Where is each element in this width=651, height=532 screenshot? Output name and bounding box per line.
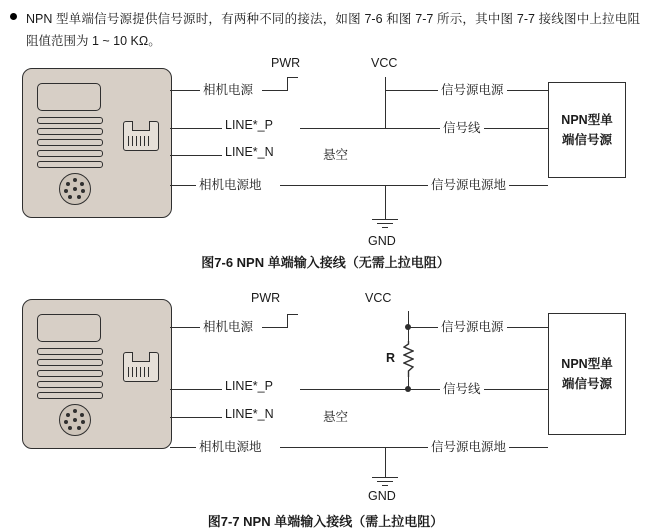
- label-gnd: GND: [365, 489, 399, 503]
- rj45-port-icon: [123, 121, 159, 151]
- camera-body: [22, 68, 172, 218]
- label-source-ground: 信号源电源地: [428, 175, 509, 193]
- wire-row2-right: [300, 128, 548, 129]
- figure2-caption: 图7-7 NPN 单端输入接线（需上拉电阻）: [207, 514, 444, 529]
- wire-vcc-down: [385, 77, 386, 90]
- pwr-step-symbol: [278, 77, 298, 91]
- label-line-p: LINE*_P: [222, 379, 276, 393]
- label-source-power: 信号源电源: [438, 80, 507, 98]
- ground-symbol-icon: [372, 477, 398, 489]
- label-floating: 悬空: [320, 407, 351, 425]
- wire-row1-to-step: [262, 90, 278, 91]
- label-line-p: LINE*_P: [222, 118, 276, 132]
- wire-row3-left: [170, 155, 225, 156]
- label-camera-ground: 相机电源地: [196, 175, 265, 193]
- figure1-caption: 图7-6 NPN 单端输入接线（无需上拉电阻）: [201, 255, 450, 270]
- bullet-icon: [10, 13, 17, 20]
- wire-vcc-to-signal: [385, 90, 386, 128]
- label-gnd: GND: [365, 234, 399, 248]
- resistor-symbol-icon: [403, 341, 412, 375]
- wire-row2-right: [300, 389, 548, 390]
- camera-lens: [37, 83, 101, 111]
- label-floating: 悬空: [320, 145, 351, 163]
- circular-connector-icon: [59, 404, 91, 436]
- figure-7-7: [0, 283, 651, 529]
- source-box-line-1: NPN型单: [561, 113, 613, 127]
- signal-source-box: [548, 313, 626, 435]
- label-source-ground: 信号源电源地: [428, 437, 509, 455]
- source-box-line-2: 端信号源: [561, 377, 612, 391]
- pwr-step-symbol: [278, 314, 298, 328]
- label-resistor: R: [386, 351, 396, 365]
- camera-fins: [37, 348, 103, 392]
- figure-7-6: [0, 52, 651, 272]
- label-pwr: PWR: [248, 291, 283, 305]
- wire-ground-down: [385, 185, 386, 219]
- label-line-n: LINE*_N: [222, 407, 277, 421]
- label-camera-power: 相机电源: [200, 317, 256, 335]
- label-vcc: VCC: [368, 56, 400, 70]
- ground-symbol-icon: [372, 219, 398, 231]
- source-box-line-1: NPN型单: [561, 357, 613, 371]
- rj45-port-icon: [123, 352, 159, 382]
- label-vcc: VCC: [362, 291, 394, 305]
- source-box-line-2: 端信号源: [561, 133, 612, 147]
- intro-paragraph: [10, 8, 640, 52]
- label-source-power: 信号源电源: [438, 317, 507, 335]
- label-camera-ground: 相机电源地: [196, 437, 265, 455]
- label-signal-line: 信号线: [440, 118, 484, 136]
- label-signal-line: 信号线: [440, 379, 484, 397]
- wire-row1-to-step: [262, 327, 278, 328]
- camera-body: [22, 299, 172, 449]
- label-line-n: LINE*_N: [222, 145, 277, 159]
- intro-text: NPN 型单端信号源提供信号源时，有两种不同的接法，如图 7-6 和图 7-7 所示，其中图 7-7 接线图中上拉电阻阻值范围为 1 ~ 10 KΩ。: [26, 12, 640, 48]
- signal-source-box: [548, 82, 626, 178]
- wire-ground-down: [385, 447, 386, 477]
- label-camera-power: 相机电源: [200, 80, 256, 98]
- wire-row2-left: [170, 128, 225, 129]
- label-pwr: PWR: [268, 56, 303, 70]
- wire-row3-left: [170, 417, 225, 418]
- circular-connector-icon: [59, 173, 91, 205]
- camera-fins: [37, 117, 103, 161]
- wire-row2-left: [170, 389, 225, 390]
- camera-lens: [37, 314, 101, 342]
